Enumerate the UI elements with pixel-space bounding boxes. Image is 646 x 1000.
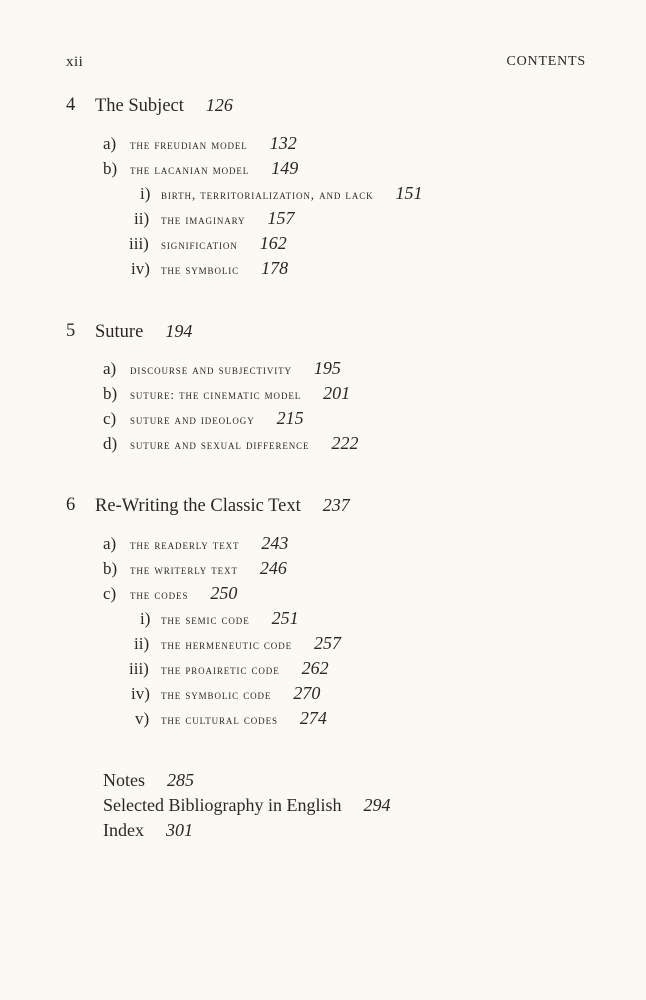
toc-subsection: i) birth, territorialization, and lack 151 [140,183,423,203]
page-number: 237 [322,495,350,515]
toc-subsection: ii) the imaginary 157 [134,208,295,228]
toc-section: a) discourse and subjectivity 195 [103,358,341,378]
toc-subsection: iv) the symbolic 178 [131,258,289,278]
chapter-number: 5 [66,321,76,341]
page-number: 126 [205,95,233,115]
chapter-number: 6 [66,495,76,515]
toc-section: a) the freudian model 132 [103,133,297,153]
toc-subsection: ii) the hermeneutic code 257 [134,633,341,653]
running-head-title: CONTENTS [506,54,586,69]
back-matter-bibliography: Selected Bibliography in English 294 [103,795,391,815]
toc-section: a) the readerly text 243 [103,533,289,553]
back-matter-index: Index 301 [103,820,193,840]
chapter-title: The Subject 126 [95,95,233,116]
toc-section: b) suture: the cinematic model 201 [103,383,351,403]
chapter-4-entry [0,96,646,120]
page-number: 194 [165,321,193,341]
chapter-6-entry [0,496,646,520]
folio: xii [66,54,84,70]
toc-section: c) the codes 250 [103,583,238,603]
toc-subsection: iv) the symbolic code 270 [131,683,321,703]
toc-subsection: iii) signification 162 [129,233,287,253]
chapter-title: Re-Writing the Classic Text 237 [95,495,350,516]
toc-subsection: i) the semic code 251 [140,608,299,628]
toc-subsection: v) the cultural codes 274 [135,708,327,728]
toc-section: c) suture and ideology 215 [103,408,304,428]
chapter-5-entry [0,322,646,346]
chapter-number: 4 [66,95,76,115]
back-matter-notes: Notes 285 [103,770,194,790]
toc-section: d) suture and sexual difference 222 [103,433,359,453]
toc-section: b) the lacanian model 149 [103,158,299,178]
chapter-title: Suture 194 [95,321,193,342]
toc-section: b) the writerly text 246 [103,558,287,578]
toc-subsection: iii) the proairetic code 262 [129,658,329,678]
running-head [66,54,586,76]
